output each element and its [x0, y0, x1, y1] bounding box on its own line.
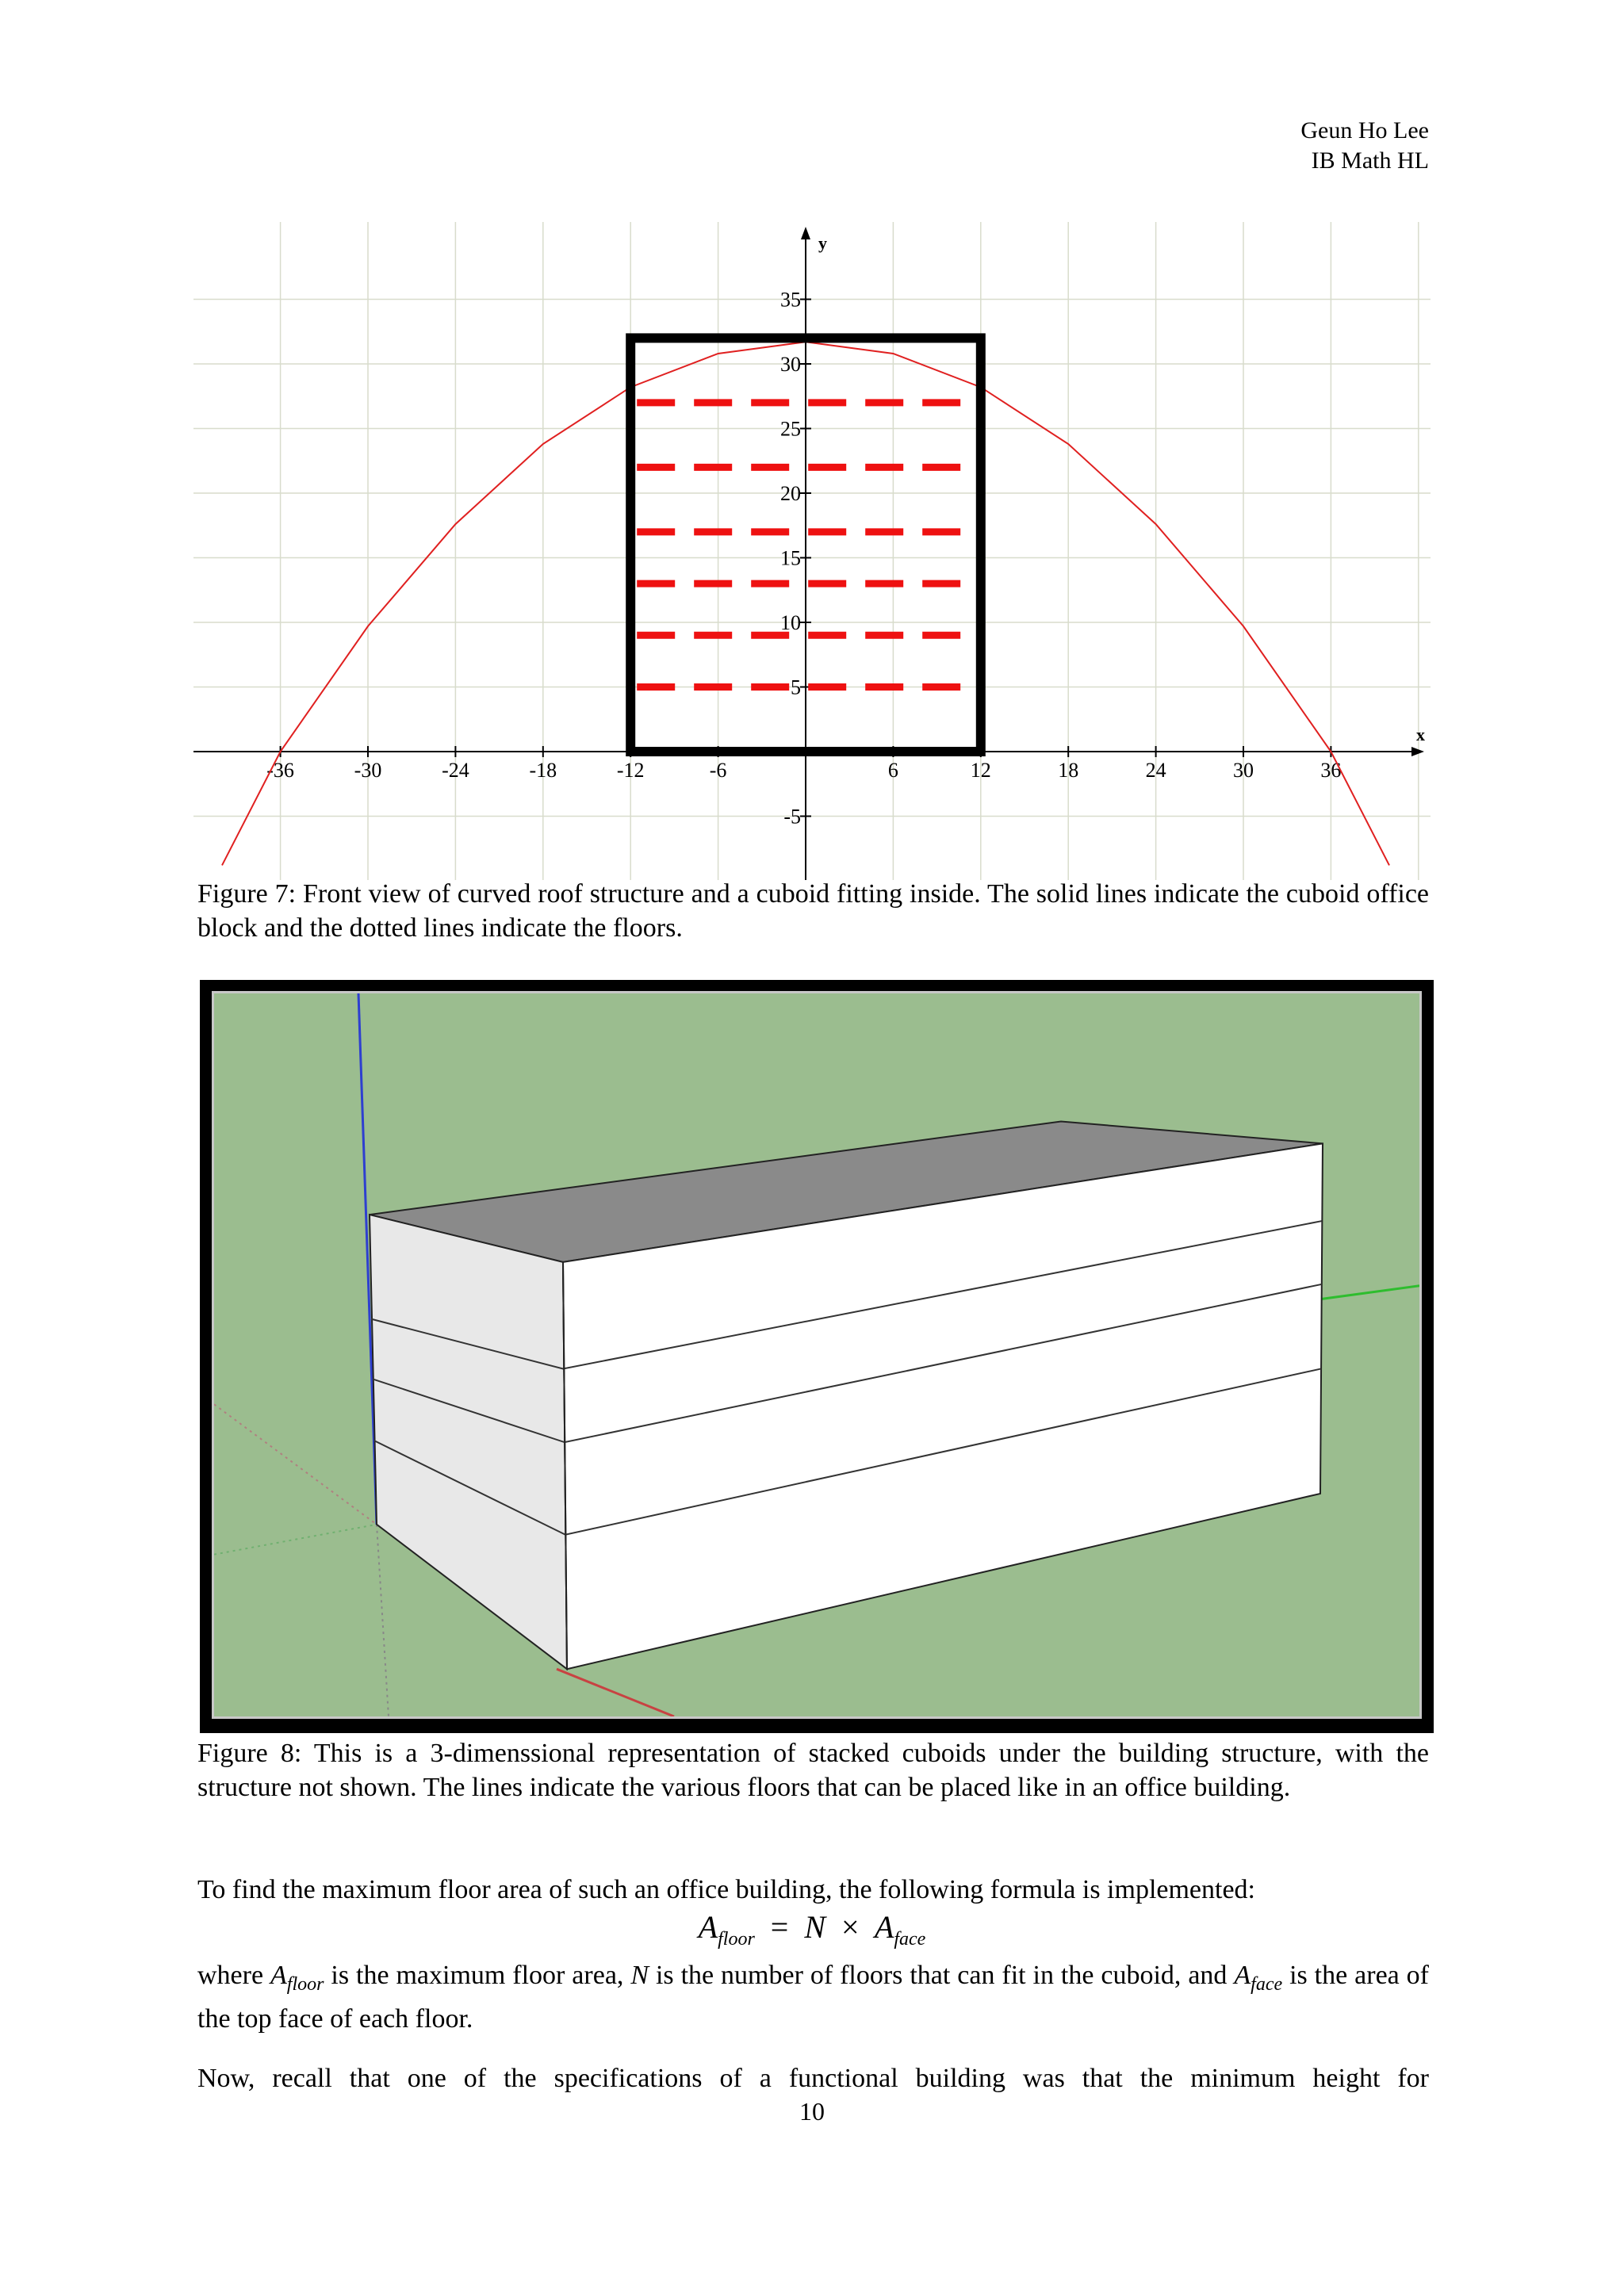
formula-equals: = — [770, 1909, 789, 1945]
x-tick-label: -18 — [529, 759, 557, 782]
red-axis — [557, 1669, 674, 1716]
formula-rhs-sub: face — [894, 1929, 926, 1950]
paragraph-2 — [197, 1958, 1429, 2036]
figure-7-caption: Figure 7: Front view of curved roof structure and a cuboid fitting inside. The solid lines indicate the cuboid office block and the dotted lines indicate the floors. — [197, 879, 1429, 943]
x-tick-label: -30 — [354, 759, 382, 782]
y-tick-label: 15 — [780, 546, 801, 570]
paragraph-3: Now, recall that one of the specifications of a functional building was that the minimum height for — [197, 2064, 1429, 2093]
paragraph-1: To find the maximum floor area of such an office building, the following formula is implemented: — [197, 1875, 1256, 1904]
figure-8-render — [200, 980, 1434, 1733]
p2-text-2: is the maximum floor area, — [324, 1961, 631, 1990]
page-number: 10 — [799, 2097, 825, 2126]
y-tick-label: 20 — [780, 482, 801, 505]
p2-symbol-aface: A — [1234, 1961, 1251, 1990]
x-axis-arrow — [1411, 747, 1424, 756]
x-axis-label: x — [1416, 725, 1425, 744]
3d-viewport — [212, 991, 1422, 1719]
x-tick-label: 18 — [1058, 759, 1079, 782]
course-name: IB Math HL — [1311, 147, 1429, 174]
dotted-axis-2 — [214, 1525, 377, 1555]
y-tick-label: 30 — [780, 353, 801, 376]
y-tick-label: 25 — [780, 417, 801, 441]
floor-area-formula — [0, 1908, 1624, 1959]
dotted-axis-3 — [377, 1525, 389, 1716]
p2-symbol-n: N — [630, 1961, 649, 1990]
y-tick-label: -5 — [783, 805, 801, 828]
formula-times: × — [841, 1909, 860, 1945]
p2-text-1: where — [197, 1961, 270, 1990]
figure-7-plot — [193, 222, 1431, 880]
formula-n: N — [804, 1909, 826, 1945]
formula-lhs: A — [698, 1909, 718, 1945]
y-axis-arrow — [801, 227, 810, 239]
author-name: Geun Ho Lee — [1300, 117, 1429, 144]
y-tick-label: 10 — [780, 611, 801, 634]
x-tick-label: -36 — [266, 759, 294, 782]
figure-8-caption: Figure 8: This is a 3-dimenssional representation of stacked cuboids under the building structure, with the structure not shown. The lines indicate the various floors that can be placed like in an office building. — [197, 1739, 1429, 1802]
formula-rhs: A — [874, 1909, 894, 1945]
y-axis-label: y — [818, 233, 827, 253]
p2-symbol-afloor: A — [270, 1961, 287, 1990]
dotted-axis-1 — [214, 1404, 377, 1525]
p2-symbol-aface-sub: face — [1251, 1973, 1283, 1995]
p2-text-4: is the area of the top face of each floor. — [197, 1961, 1430, 2034]
parabola-plot — [193, 222, 1431, 880]
x-tick-label: 12 — [970, 759, 991, 782]
page-header — [1300, 116, 1429, 176]
x-tick-label: -6 — [709, 759, 727, 782]
side-face — [370, 1215, 567, 1669]
x-tick-label: 6 — [887, 759, 898, 782]
stacked-cuboids-illustration — [214, 993, 1419, 1716]
x-tick-label: -12 — [616, 759, 645, 782]
formula-lhs-sub: floor — [718, 1929, 755, 1950]
x-tick-label: 24 — [1145, 759, 1166, 782]
y-tick-label: 35 — [780, 288, 801, 312]
p2-text-3: is the number of floors that can fit in the cuboid, and — [649, 1961, 1235, 1990]
y-tick-label: 5 — [791, 675, 801, 699]
x-tick-label: 36 — [1320, 759, 1342, 782]
x-tick-label: -24 — [442, 759, 469, 782]
x-tick-label: 30 — [1233, 759, 1254, 782]
p2-symbol-afloor-sub: floor — [286, 1973, 324, 1995]
